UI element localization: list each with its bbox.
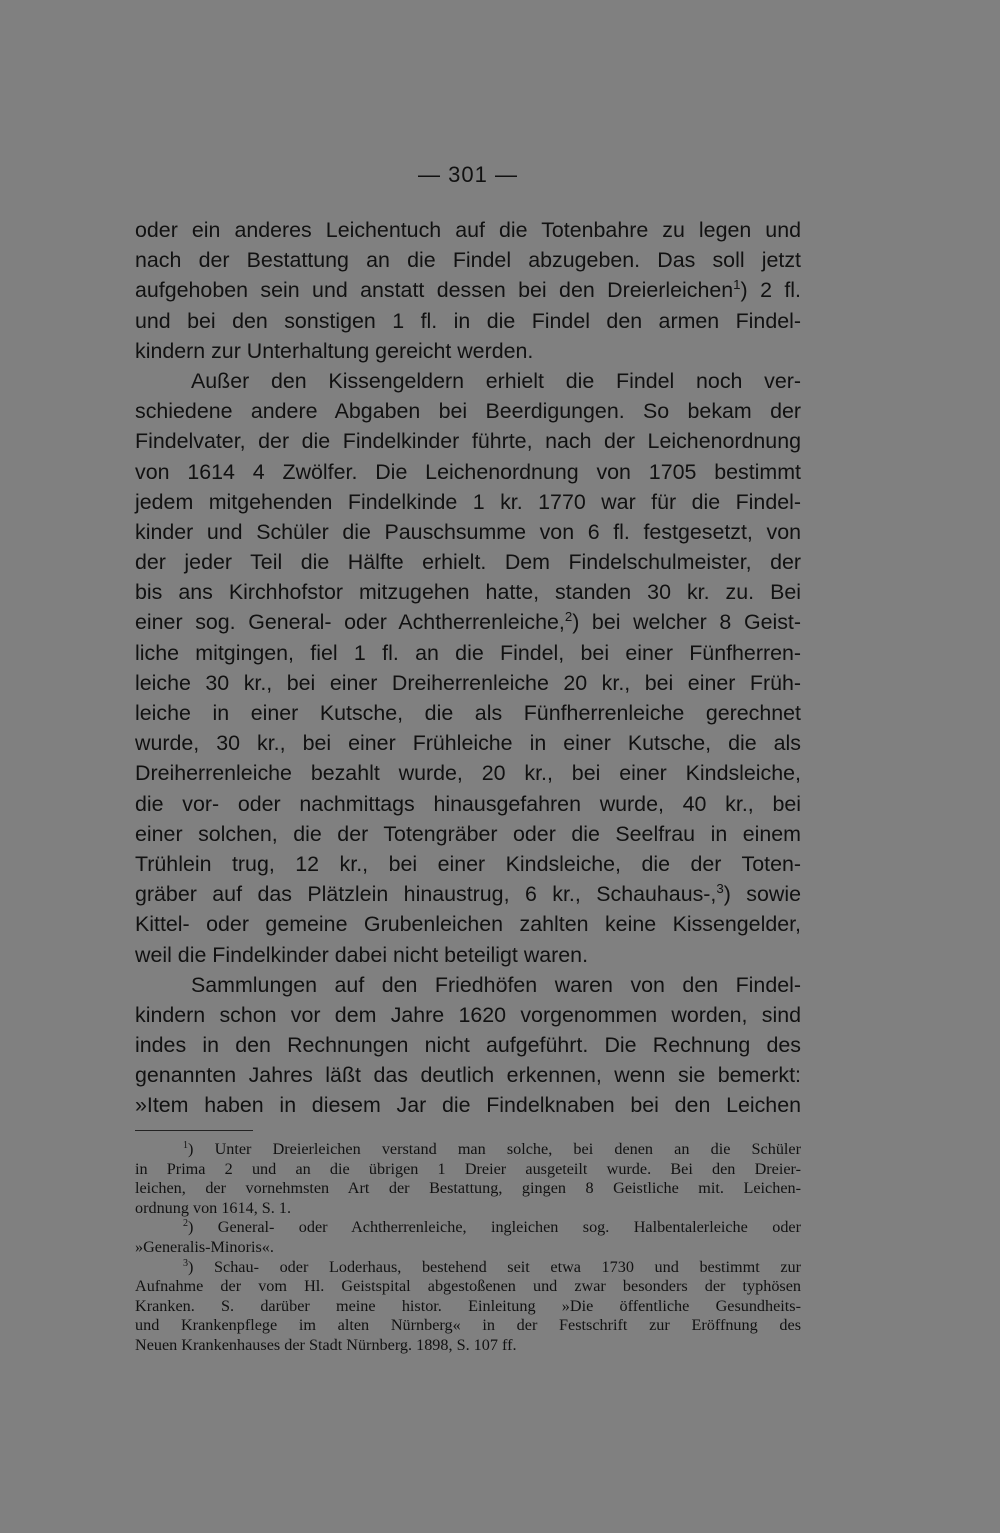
text-line-content: schiedene andere Abgaben bei Beerdigungen. So bekam der <box>135 399 801 424</box>
text-line-content: gräber auf das Plätzlein hinaustrug, 6 kr., Schauhaus-, <box>135 882 717 907</box>
text-line <box>135 909 801 939</box>
footnote-line-content: in Prima 2 und an die übrigen 1 Dreier ausgeteilt wurde. Bei den Dreier- <box>135 1159 801 1178</box>
text-line <box>135 366 801 396</box>
text-line-content: Sammlungen auf den Friedhöfen waren von den Findel- <box>191 972 801 997</box>
text-line <box>135 487 801 517</box>
text-line <box>135 336 801 366</box>
text-line <box>135 1030 801 1060</box>
footnote-number: 1 <box>183 1139 189 1151</box>
text-line-content: liche mitgingen, fiel 1 fl. an die Findel, bei einer Fünfherren- <box>135 640 801 665</box>
footnote-marker: 1 <box>733 277 741 293</box>
footnote-line <box>135 1140 801 1160</box>
text-line-content: Kittel- oder gemeine Grubenleichen zahlten keine Kissengelder, <box>135 912 801 937</box>
text-line-content: bis ans Kirchhofstor mitzugehen hatte, standen 30 kr. zu. Bei <box>135 580 801 605</box>
text-line-content: nach der Bestattung an die Findel abzugeben. Das soll jetzt <box>135 248 801 273</box>
footnote-line-content: und Krankenpflege im alten Nürnberg« in der Festschrift zur Eröffnung des <box>135 1316 801 1335</box>
text-line-content: Dreiherrenleiche bezahlt wurde, 20 kr., bei einer Kindsleiche, <box>135 761 801 786</box>
text-line-content: kindern schon vor dem Jahre 1620 vorgenommen worden, sind <box>135 1002 801 1027</box>
footnote-line <box>135 1179 801 1199</box>
footnote-line-content: Neuen Krankenhauses der Stadt Nürnberg. 1898, S. 107 ff. <box>135 1335 517 1354</box>
text-line-content: »Item haben in diesem Jar die Findelknaben bei den Leichen <box>135 1093 801 1118</box>
text-line <box>135 457 801 487</box>
footnote-line-content: ) General- oder Achtherrenleiche, ingleichen sog. Halbentalerleiche oder <box>188 1218 801 1237</box>
text-line-content: indes in den Rechnungen nicht aufgeführt. Die Rechnung des <box>135 1033 801 1058</box>
footnote-line <box>135 1336 801 1356</box>
text-line <box>135 577 801 607</box>
text-line-content: Trühlein trug, 12 kr., bei einer Kindsleiche, die der Toten- <box>135 851 801 876</box>
text-line <box>135 789 801 819</box>
text-line-content: oder ein anderes Leichentuch auf die Totenbahre zu legen und <box>135 218 801 242</box>
footnote-line <box>135 1238 801 1258</box>
footnote-line-content: Kranken. S. darüber meine histor. Einleitung »Die öffentliche Gesundheits- <box>135 1296 801 1315</box>
text-line-content: von 1614 4 Zwölfer. Die Leichenordnung von 1705 bestimmt <box>135 459 801 484</box>
text-line <box>135 668 801 698</box>
footnote-line-content: »Generalis-Minoris«. <box>135 1237 274 1256</box>
text-line <box>135 728 801 758</box>
text-line-content: leiche in einer Kutsche, die als Fünfherrenleiche gerechnet <box>135 701 801 725</box>
text-line-content: einer solchen, die der Totengräber oder die Seelfrau in einem <box>135 821 801 846</box>
text-line <box>135 426 801 456</box>
footnote-line <box>135 1277 801 1297</box>
body-text <box>135 215 801 1121</box>
text-line-continuation: ) 2 fl. <box>740 278 801 303</box>
text-line <box>135 698 801 728</box>
text-line <box>135 849 801 879</box>
text-line-content: der jeder Teil die Hälfte erhielt. Dem Findelschulmeister, der <box>135 550 801 575</box>
text-line-content: Außer den Kissengeldern erhielt die Findel noch ver- <box>191 368 801 393</box>
text-line-content: wurde, 30 kr., bei einer Frühleiche in einer Kutsche, die als <box>135 731 801 756</box>
footnote-number: 3 <box>183 1257 189 1269</box>
text-line-content: kindern zur Unterhaltung gereicht werden. <box>135 338 534 363</box>
footnote-line-content: Aufnahme der vom Hl. Geistspital abgestoßenen und zwar besonders der typhösen <box>135 1277 801 1296</box>
text-line <box>135 879 801 909</box>
footnote-line-content: ) Unter Dreierleichen verstand man solche, bei denen an die Schüler <box>188 1140 801 1158</box>
footnote-line <box>135 1218 801 1238</box>
text-line <box>135 396 801 426</box>
text-line-content: und bei den sonstigen 1 fl. in die Findel den armen Findel- <box>135 308 801 333</box>
text-line <box>135 607 801 637</box>
footnote-line <box>135 1297 801 1317</box>
text-line-content: die vor- oder nachmittags hinausgefahren wurde, 40 kr., bei <box>135 791 801 816</box>
footnotes <box>135 1140 801 1356</box>
text-line <box>135 306 801 336</box>
text-line <box>135 215 801 245</box>
page-number: — 301 — <box>418 162 518 187</box>
footnote-line-content: ) Schau- oder Loderhaus, bestehend seit etwa 1730 und bestimmt zur <box>188 1257 801 1276</box>
text-line-content: Findelvater, der die Findelkinder führte, nach der Leichenordnung <box>135 429 801 454</box>
footnote-marker: 2 <box>564 609 573 625</box>
text-line <box>135 758 801 788</box>
text-line-content: jedem mitgehenden Findelkinde 1 kr. 1770 war für die Findel- <box>135 489 801 514</box>
footnote-line <box>135 1199 801 1219</box>
footnote-number: 2 <box>183 1218 189 1230</box>
text-line <box>135 970 801 1000</box>
footnote-divider <box>135 1130 253 1131</box>
text-line <box>135 819 801 849</box>
footnote-line-content: ordnung von 1614, S. 1. <box>135 1198 292 1217</box>
text-line <box>135 1090 801 1120</box>
text-line <box>135 638 801 668</box>
text-line <box>135 245 801 275</box>
text-line <box>135 1000 801 1030</box>
text-line-content: weil die Findelkinder dabei nicht beteiligt waren. <box>135 942 589 967</box>
footnote-line <box>135 1316 801 1336</box>
text-line-continuation: ) bei welcher 8 Geist- <box>572 610 801 635</box>
footnote-line-content: leichen, der vornehmsten Art der Bestattung, gingen 8 Geistliche mit. Leichen- <box>135 1179 801 1198</box>
text-line-content: kinder und Schüler die Pauschsumme von 6 fl. festgesetzt, von <box>135 519 801 544</box>
text-line <box>135 547 801 577</box>
text-line <box>135 940 801 970</box>
text-line-content: einer sog. General- oder Achtherrenleiche, <box>135 610 565 635</box>
footnote-line <box>135 1258 801 1278</box>
text-line-continuation: ) sowie <box>723 882 801 907</box>
footnote-marker: 3 <box>716 881 724 897</box>
text-line <box>135 517 801 547</box>
text-line <box>135 275 801 305</box>
footnote-line <box>135 1160 801 1180</box>
text-line-content: leiche 30 kr., bei einer Dreiherrenleiche 20 kr., bei einer Früh- <box>135 670 801 695</box>
text-line-content: genannten Jahres läßt das deutlich erkennen, wenn sie bemerkt: <box>135 1063 801 1088</box>
text-line <box>135 1060 801 1090</box>
text-line-content: aufgehoben sein und anstatt dessen bei den Dreierleichen <box>135 278 734 303</box>
